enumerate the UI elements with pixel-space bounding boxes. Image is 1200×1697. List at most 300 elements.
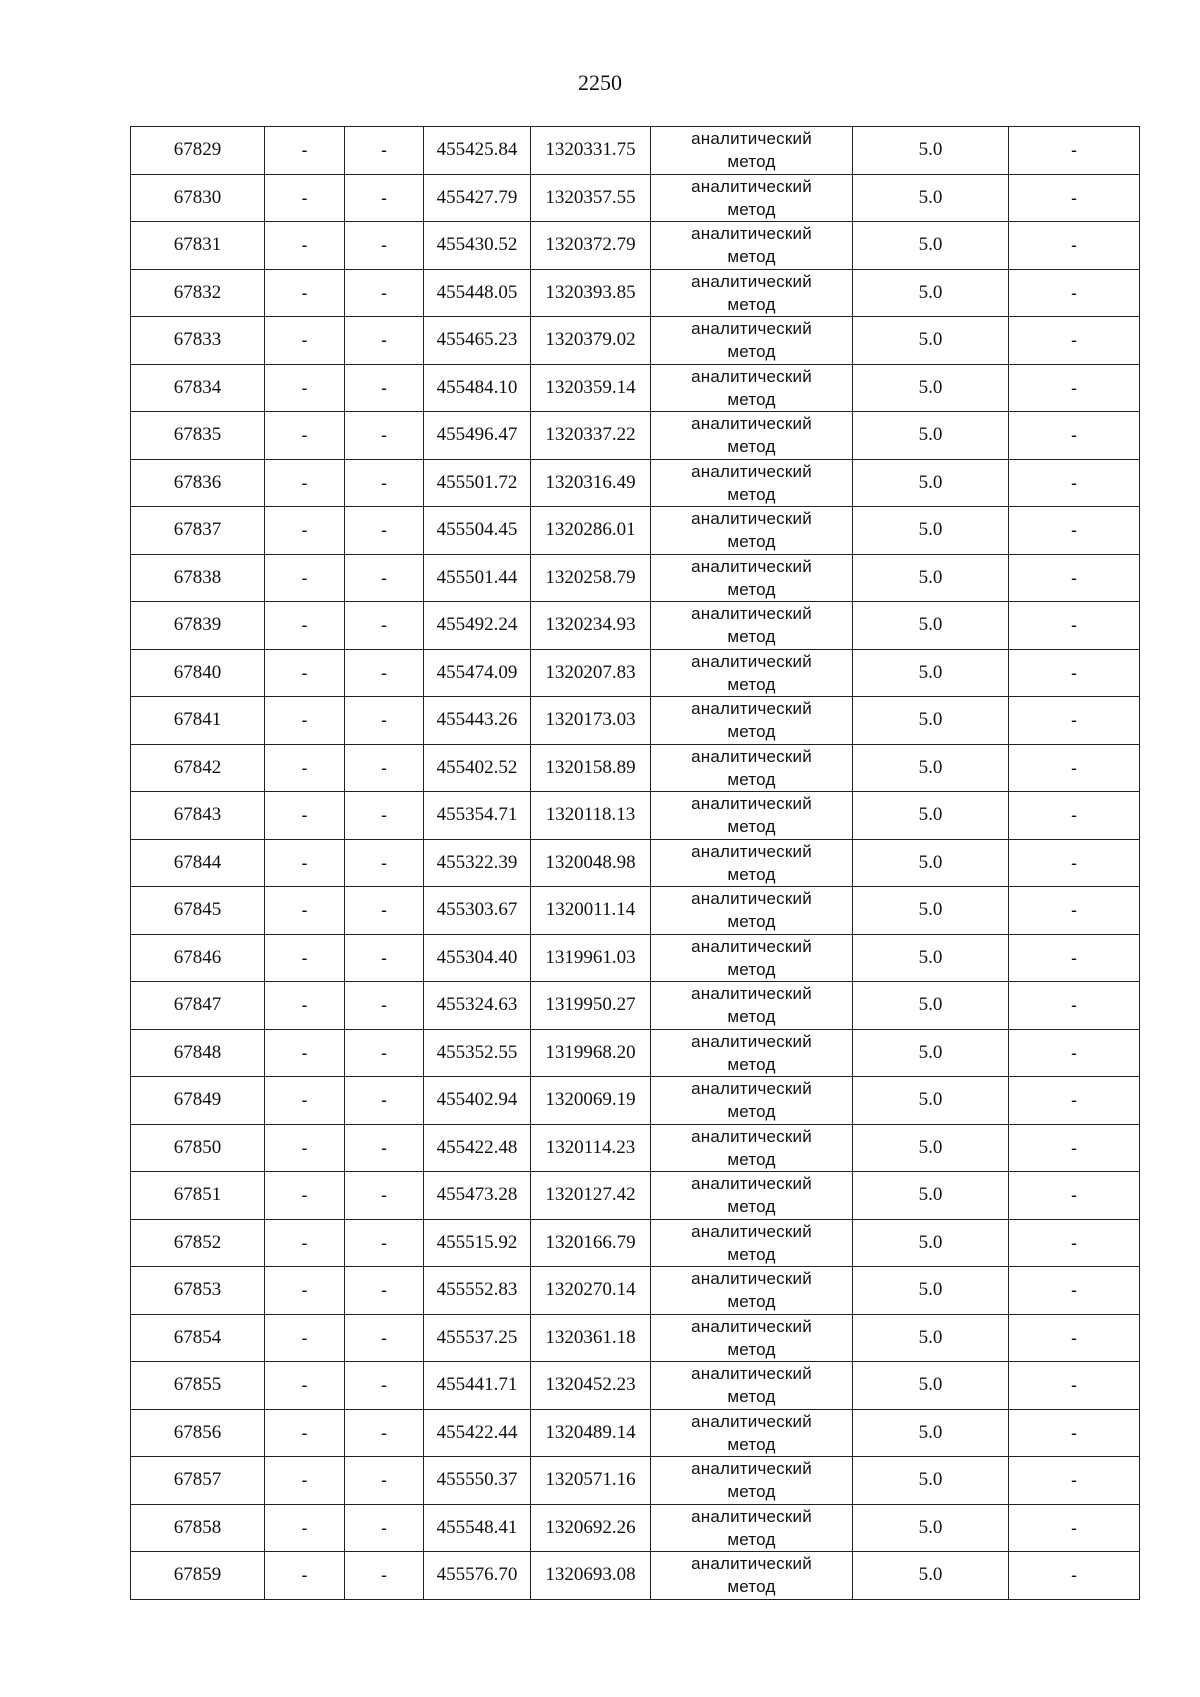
accuracy-cell: 5.0	[853, 792, 1009, 840]
accuracy-cell: 5.0	[853, 887, 1009, 935]
method-text-line1: аналитический	[691, 461, 812, 481]
empty-value-cell: -	[265, 1029, 345, 1077]
table-row	[131, 1267, 1140, 1315]
y-coordinate-cell: 1320114.23	[531, 1124, 651, 1172]
empty-value-cell: -	[265, 1267, 345, 1315]
point-number-cell: 67847	[131, 982, 265, 1030]
method-text-line1: аналитический	[691, 1079, 812, 1099]
y-coordinate-cell: 1320357.55	[531, 174, 651, 222]
x-coordinate-cell: 455322.39	[424, 839, 531, 887]
empty-value-cell: -	[265, 554, 345, 602]
method-text-line2: метод	[727, 1149, 776, 1169]
note-cell: -	[1009, 1267, 1140, 1315]
empty-value-cell: -	[345, 127, 424, 175]
method-cell	[651, 459, 853, 507]
note-cell: -	[1009, 1409, 1140, 1457]
table-row	[131, 1504, 1140, 1552]
accuracy-cell: 5.0	[853, 1172, 1009, 1220]
method-text-line2: метод	[727, 247, 776, 267]
method-cell	[651, 982, 853, 1030]
point-number-cell: 67839	[131, 602, 265, 650]
accuracy-cell: 5.0	[853, 364, 1009, 412]
empty-value-cell: -	[345, 1314, 424, 1362]
y-coordinate-cell: 1320069.19	[531, 1077, 651, 1125]
method-text-line2: метод	[727, 1197, 776, 1217]
x-coordinate-cell: 455552.83	[424, 1267, 531, 1315]
point-number-cell: 67837	[131, 507, 265, 555]
table-row	[131, 982, 1140, 1030]
method-text-line1: аналитический	[691, 1221, 812, 1241]
x-coordinate-cell: 455492.24	[424, 602, 531, 650]
table-row	[131, 839, 1140, 887]
y-coordinate-cell: 1320489.14	[531, 1409, 651, 1457]
point-number-cell: 67830	[131, 174, 265, 222]
accuracy-cell: 5.0	[853, 1124, 1009, 1172]
table-row	[131, 222, 1140, 270]
x-coordinate-cell: 455473.28	[424, 1172, 531, 1220]
note-cell: -	[1009, 127, 1140, 175]
empty-value-cell: -	[265, 1314, 345, 1362]
empty-value-cell: -	[265, 1077, 345, 1125]
x-coordinate-cell: 455474.09	[424, 649, 531, 697]
method-text-line2: метод	[727, 769, 776, 789]
accuracy-cell: 5.0	[853, 934, 1009, 982]
method-cell	[651, 1457, 853, 1505]
method-cell	[651, 1314, 853, 1362]
empty-value-cell: -	[265, 934, 345, 982]
y-coordinate-cell: 1320372.79	[531, 222, 651, 270]
point-number-cell: 67855	[131, 1362, 265, 1410]
y-coordinate-cell: 1320393.85	[531, 269, 651, 317]
coordinates-table	[130, 126, 1140, 1600]
point-number-cell: 67851	[131, 1172, 265, 1220]
point-number-cell: 67853	[131, 1267, 265, 1315]
empty-value-cell: -	[345, 934, 424, 982]
point-number-cell: 67843	[131, 792, 265, 840]
empty-value-cell: -	[265, 839, 345, 887]
x-coordinate-cell: 455465.23	[424, 317, 531, 365]
note-cell: -	[1009, 1457, 1140, 1505]
method-text-line2: метод	[727, 532, 776, 552]
y-coordinate-cell: 1320316.49	[531, 459, 651, 507]
y-coordinate-cell: 1320173.03	[531, 697, 651, 745]
method-text-line1: аналитический	[691, 319, 812, 339]
empty-value-cell: -	[345, 507, 424, 555]
y-coordinate-cell: 1320048.98	[531, 839, 651, 887]
note-cell: -	[1009, 887, 1140, 935]
note-cell: -	[1009, 1029, 1140, 1077]
point-number-cell: 67834	[131, 364, 265, 412]
table-row	[131, 364, 1140, 412]
empty-value-cell: -	[345, 1077, 424, 1125]
accuracy-cell: 5.0	[853, 982, 1009, 1030]
method-text-line1: аналитический	[691, 1411, 812, 1431]
empty-value-cell: -	[345, 839, 424, 887]
y-coordinate-cell: 1320337.22	[531, 412, 651, 460]
table-row	[131, 887, 1140, 935]
x-coordinate-cell: 455504.45	[424, 507, 531, 555]
table-row	[131, 1077, 1140, 1125]
y-coordinate-cell: 1319961.03	[531, 934, 651, 982]
method-text-line1: аналитический	[691, 746, 812, 766]
method-text-line2: метод	[727, 1529, 776, 1549]
note-cell: -	[1009, 1219, 1140, 1267]
accuracy-cell: 5.0	[853, 412, 1009, 460]
method-cell	[651, 222, 853, 270]
note-cell: -	[1009, 934, 1140, 982]
method-text-line1: аналитический	[691, 1506, 812, 1526]
method-cell	[651, 412, 853, 460]
method-text-line2: метод	[727, 437, 776, 457]
x-coordinate-cell: 455443.26	[424, 697, 531, 745]
y-coordinate-cell: 1319968.20	[531, 1029, 651, 1077]
point-number-cell: 67833	[131, 317, 265, 365]
point-number-cell: 67845	[131, 887, 265, 935]
y-coordinate-cell: 1320011.14	[531, 887, 651, 935]
y-coordinate-cell: 1320270.14	[531, 1267, 651, 1315]
note-cell: -	[1009, 649, 1140, 697]
point-number-cell: 67842	[131, 744, 265, 792]
point-number-cell: 67841	[131, 697, 265, 745]
table-row	[131, 1362, 1140, 1410]
method-text-line2: метод	[727, 152, 776, 172]
method-cell	[651, 839, 853, 887]
method-text-line1: аналитический	[691, 1269, 812, 1289]
empty-value-cell: -	[345, 222, 424, 270]
point-number-cell: 67836	[131, 459, 265, 507]
method-text-line1: аналитический	[691, 176, 812, 196]
empty-value-cell: -	[345, 1124, 424, 1172]
x-coordinate-cell: 455422.48	[424, 1124, 531, 1172]
method-cell	[651, 1029, 853, 1077]
x-coordinate-cell: 455303.67	[424, 887, 531, 935]
point-number-cell: 67859	[131, 1552, 265, 1600]
method-text-line1: аналитический	[691, 1174, 812, 1194]
method-text-line1: аналитический	[691, 889, 812, 909]
empty-value-cell: -	[265, 649, 345, 697]
accuracy-cell: 5.0	[853, 1362, 1009, 1410]
point-number-cell: 67856	[131, 1409, 265, 1457]
method-text-line1: аналитический	[691, 1126, 812, 1146]
method-cell	[651, 649, 853, 697]
x-coordinate-cell: 455352.55	[424, 1029, 531, 1077]
method-cell	[651, 317, 853, 365]
note-cell: -	[1009, 317, 1140, 365]
note-cell: -	[1009, 459, 1140, 507]
table-row	[131, 697, 1140, 745]
method-cell	[651, 602, 853, 650]
point-number-cell: 67844	[131, 839, 265, 887]
method-cell	[651, 697, 853, 745]
empty-value-cell: -	[265, 127, 345, 175]
x-coordinate-cell: 455430.52	[424, 222, 531, 270]
empty-value-cell: -	[265, 1124, 345, 1172]
accuracy-cell: 5.0	[853, 222, 1009, 270]
x-coordinate-cell: 455576.70	[424, 1552, 531, 1600]
note-cell: -	[1009, 602, 1140, 650]
empty-value-cell: -	[265, 317, 345, 365]
table-row	[131, 934, 1140, 982]
empty-value-cell: -	[265, 1409, 345, 1457]
accuracy-cell: 5.0	[853, 697, 1009, 745]
method-text-line2: метод	[727, 959, 776, 979]
empty-value-cell: -	[345, 317, 424, 365]
accuracy-cell: 5.0	[853, 1077, 1009, 1125]
method-text-line1: аналитический	[691, 129, 812, 149]
x-coordinate-cell: 455425.84	[424, 127, 531, 175]
accuracy-cell: 5.0	[853, 554, 1009, 602]
empty-value-cell: -	[345, 1409, 424, 1457]
y-coordinate-cell: 1320258.79	[531, 554, 651, 602]
note-cell: -	[1009, 1504, 1140, 1552]
empty-value-cell: -	[265, 174, 345, 222]
method-cell	[651, 1077, 853, 1125]
empty-value-cell: -	[345, 1504, 424, 1552]
empty-value-cell: -	[265, 222, 345, 270]
method-text-line2: метод	[727, 817, 776, 837]
empty-value-cell: -	[345, 792, 424, 840]
point-number-cell: 67831	[131, 222, 265, 270]
table-row	[131, 174, 1140, 222]
method-cell	[651, 269, 853, 317]
table-row	[131, 649, 1140, 697]
point-number-cell: 67832	[131, 269, 265, 317]
note-cell: -	[1009, 1314, 1140, 1362]
empty-value-cell: -	[265, 269, 345, 317]
point-number-cell: 67849	[131, 1077, 265, 1125]
note-cell: -	[1009, 1124, 1140, 1172]
empty-value-cell: -	[265, 1219, 345, 1267]
method-cell	[651, 127, 853, 175]
accuracy-cell: 5.0	[853, 1029, 1009, 1077]
x-coordinate-cell: 455402.52	[424, 744, 531, 792]
accuracy-cell: 5.0	[853, 1219, 1009, 1267]
empty-value-cell: -	[265, 1552, 345, 1600]
method-cell	[651, 364, 853, 412]
accuracy-cell: 5.0	[853, 127, 1009, 175]
accuracy-cell: 5.0	[853, 1552, 1009, 1600]
note-cell: -	[1009, 364, 1140, 412]
y-coordinate-cell: 1320127.42	[531, 1172, 651, 1220]
accuracy-cell: 5.0	[853, 839, 1009, 887]
empty-value-cell: -	[265, 792, 345, 840]
method-cell	[651, 934, 853, 982]
page-number: 2250	[578, 70, 622, 95]
method-cell	[651, 1409, 853, 1457]
table-row	[131, 1219, 1140, 1267]
note-cell: -	[1009, 839, 1140, 887]
point-number-cell: 67848	[131, 1029, 265, 1077]
method-text-line2: метод	[727, 1292, 776, 1312]
accuracy-cell: 5.0	[853, 174, 1009, 222]
method-text-line2: метод	[727, 484, 776, 504]
table-body	[131, 127, 1140, 1600]
method-text-line1: аналитический	[691, 841, 812, 861]
method-text-line1: аналитический	[691, 984, 812, 1004]
note-cell: -	[1009, 697, 1140, 745]
note-cell: -	[1009, 269, 1140, 317]
table-row	[131, 1552, 1140, 1600]
accuracy-cell: 5.0	[853, 1504, 1009, 1552]
note-cell: -	[1009, 792, 1140, 840]
y-coordinate-cell: 1320158.89	[531, 744, 651, 792]
method-text-line2: метод	[727, 199, 776, 219]
point-number-cell: 67854	[131, 1314, 265, 1362]
note-cell: -	[1009, 1077, 1140, 1125]
method-cell	[651, 1219, 853, 1267]
empty-value-cell: -	[265, 412, 345, 460]
empty-value-cell: -	[265, 744, 345, 792]
note-cell: -	[1009, 507, 1140, 555]
empty-value-cell: -	[345, 269, 424, 317]
x-coordinate-cell: 455422.44	[424, 1409, 531, 1457]
empty-value-cell: -	[265, 982, 345, 1030]
note-cell: -	[1009, 1172, 1140, 1220]
empty-value-cell: -	[345, 364, 424, 412]
table-row	[131, 1029, 1140, 1077]
empty-value-cell: -	[345, 174, 424, 222]
empty-value-cell: -	[345, 697, 424, 745]
note-cell: -	[1009, 412, 1140, 460]
method-text-line1: аналитический	[691, 651, 812, 671]
method-cell	[651, 554, 853, 602]
empty-value-cell: -	[345, 459, 424, 507]
method-text-line2: метод	[727, 864, 776, 884]
y-coordinate-cell: 1320361.18	[531, 1314, 651, 1362]
accuracy-cell: 5.0	[853, 459, 1009, 507]
method-text-line2: метод	[727, 627, 776, 647]
method-text-line1: аналитический	[691, 1459, 812, 1479]
point-number-cell: 67858	[131, 1504, 265, 1552]
method-text-line2: метод	[727, 294, 776, 314]
empty-value-cell: -	[265, 507, 345, 555]
x-coordinate-cell: 455501.44	[424, 554, 531, 602]
method-text-line2: метод	[727, 1054, 776, 1074]
empty-value-cell: -	[265, 459, 345, 507]
method-cell	[651, 887, 853, 935]
method-text-line2: метод	[727, 1339, 776, 1359]
method-text-line1: аналитический	[691, 1031, 812, 1051]
y-coordinate-cell: 1320234.93	[531, 602, 651, 650]
x-coordinate-cell: 455496.47	[424, 412, 531, 460]
empty-value-cell: -	[345, 982, 424, 1030]
x-coordinate-cell: 455427.79	[424, 174, 531, 222]
empty-value-cell: -	[265, 364, 345, 412]
accuracy-cell: 5.0	[853, 269, 1009, 317]
table-row	[131, 412, 1140, 460]
method-cell	[651, 507, 853, 555]
method-text-line2: метод	[727, 389, 776, 409]
empty-value-cell: -	[345, 554, 424, 602]
x-coordinate-cell: 455402.94	[424, 1077, 531, 1125]
x-coordinate-cell: 455550.37	[424, 1457, 531, 1505]
point-number-cell: 67840	[131, 649, 265, 697]
table-row	[131, 1172, 1140, 1220]
method-text-line2: метод	[727, 579, 776, 599]
method-text-line1: аналитический	[691, 1364, 812, 1384]
x-coordinate-cell: 455448.05	[424, 269, 531, 317]
x-coordinate-cell: 455441.71	[424, 1362, 531, 1410]
x-coordinate-cell: 455354.71	[424, 792, 531, 840]
table-row	[131, 792, 1140, 840]
point-number-cell: 67835	[131, 412, 265, 460]
y-coordinate-cell: 1320359.14	[531, 364, 651, 412]
method-text-line1: аналитический	[691, 509, 812, 529]
accuracy-cell: 5.0	[853, 602, 1009, 650]
method-cell	[651, 1552, 853, 1600]
x-coordinate-cell: 455304.40	[424, 934, 531, 982]
method-text-line1: аналитический	[691, 936, 812, 956]
note-cell: -	[1009, 982, 1140, 1030]
method-text-line2: метод	[727, 1007, 776, 1027]
method-text-line2: метод	[727, 1387, 776, 1407]
method-text-line1: аналитический	[691, 1316, 812, 1336]
empty-value-cell: -	[345, 1362, 424, 1410]
table-row	[131, 1314, 1140, 1362]
table-row	[131, 317, 1140, 365]
table-row	[131, 1124, 1140, 1172]
table-row	[131, 1457, 1140, 1505]
method-text-line2: метод	[727, 342, 776, 362]
x-coordinate-cell: 455548.41	[424, 1504, 531, 1552]
point-number-cell: 67850	[131, 1124, 265, 1172]
table-row	[131, 744, 1140, 792]
y-coordinate-cell: 1320693.08	[531, 1552, 651, 1600]
empty-value-cell: -	[345, 1172, 424, 1220]
empty-value-cell: -	[345, 412, 424, 460]
table-row	[131, 602, 1140, 650]
accuracy-cell: 5.0	[853, 1314, 1009, 1362]
empty-value-cell: -	[345, 744, 424, 792]
y-coordinate-cell: 1320118.13	[531, 792, 651, 840]
empty-value-cell: -	[265, 1172, 345, 1220]
y-coordinate-cell: 1320207.83	[531, 649, 651, 697]
empty-value-cell: -	[345, 887, 424, 935]
y-coordinate-cell: 1320286.01	[531, 507, 651, 555]
table-row	[131, 507, 1140, 555]
method-text-line2: метод	[727, 722, 776, 742]
method-text-line2: метод	[727, 1482, 776, 1502]
method-text-line2: метод	[727, 674, 776, 694]
note-cell: -	[1009, 554, 1140, 602]
empty-value-cell: -	[345, 649, 424, 697]
method-text-line1: аналитический	[691, 699, 812, 719]
method-text-line1: аналитический	[691, 1554, 812, 1574]
empty-value-cell: -	[345, 1552, 424, 1600]
y-coordinate-cell: 1319950.27	[531, 982, 651, 1030]
note-cell: -	[1009, 174, 1140, 222]
note-cell: -	[1009, 1552, 1140, 1600]
method-cell	[651, 174, 853, 222]
method-cell	[651, 1267, 853, 1315]
accuracy-cell: 5.0	[853, 649, 1009, 697]
x-coordinate-cell: 455324.63	[424, 982, 531, 1030]
empty-value-cell: -	[345, 1219, 424, 1267]
accuracy-cell: 5.0	[853, 1409, 1009, 1457]
note-cell: -	[1009, 1362, 1140, 1410]
method-cell	[651, 792, 853, 840]
accuracy-cell: 5.0	[853, 1457, 1009, 1505]
method-text-line1: аналитический	[691, 414, 812, 434]
empty-value-cell: -	[265, 887, 345, 935]
method-text-line2: метод	[727, 1102, 776, 1122]
empty-value-cell: -	[345, 1457, 424, 1505]
empty-value-cell: -	[265, 697, 345, 745]
method-text-line1: аналитический	[691, 604, 812, 624]
method-cell	[651, 1362, 853, 1410]
y-coordinate-cell: 1320379.02	[531, 317, 651, 365]
point-number-cell: 67829	[131, 127, 265, 175]
